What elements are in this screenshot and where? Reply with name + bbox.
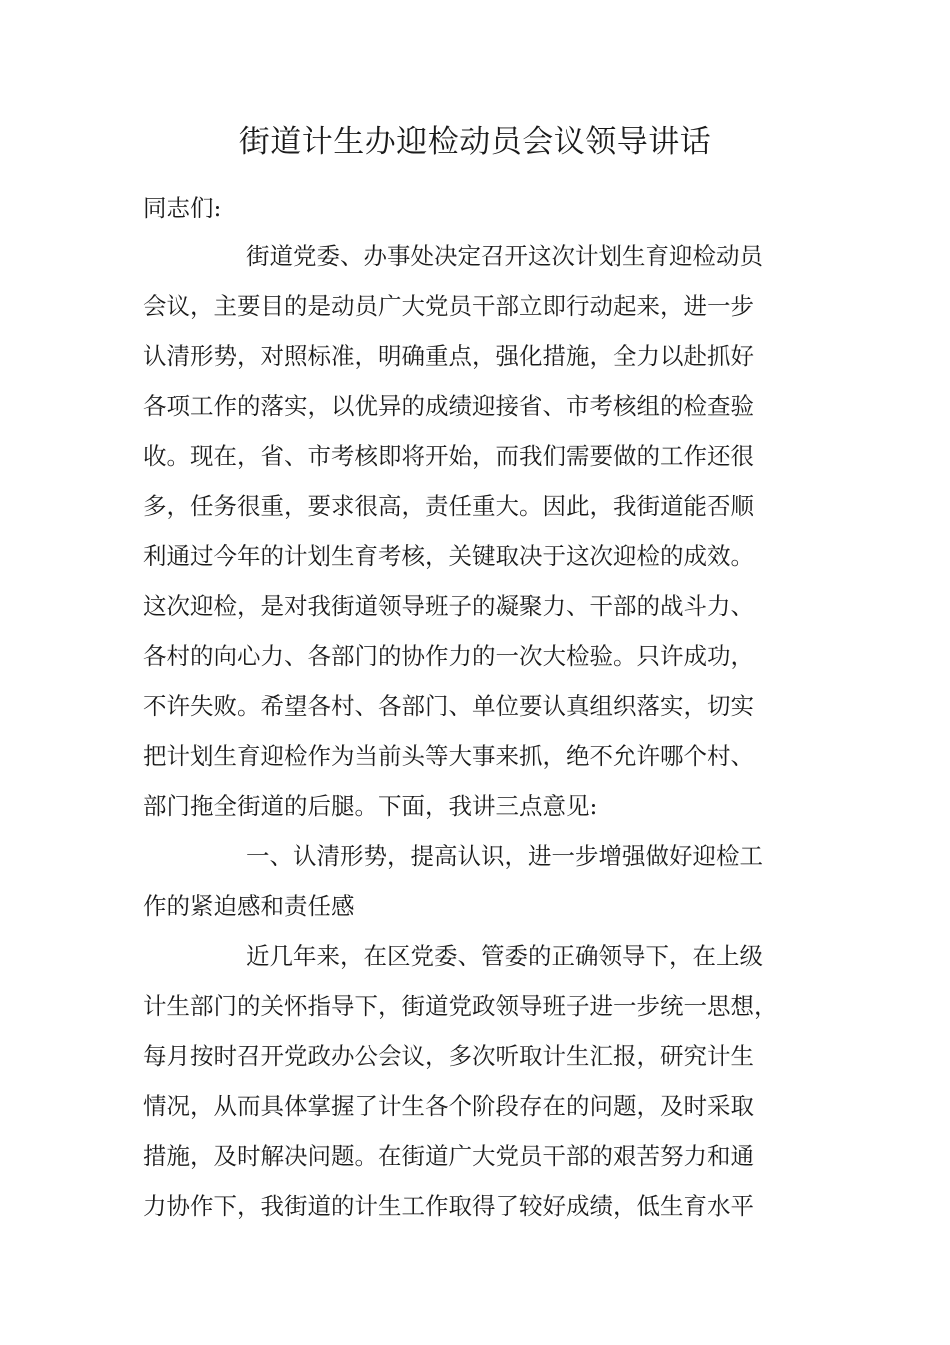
text-line: 情况，从而具体掌握了计生各个阶段存在的问题，及时采取	[143, 1092, 754, 1120]
text-line: 这次迎检，是对我街道领导班子的凝聚力、干部的战斗力、	[143, 592, 754, 620]
text-line: 每月按时召开党政办公会议，多次听取计生汇报，研究计生	[143, 1042, 754, 1070]
text-line: 收。现在，省、市考核即将开始，而我们需要做的工作还很	[143, 442, 754, 470]
text-line: 会议，主要目的是动员广大党员干部立即行动起来，进一步	[143, 292, 754, 320]
section-heading-line: 作的紧迫感和责任感	[143, 892, 355, 920]
document-title: 街道计生办迎检动员会议领导讲话	[238, 124, 712, 160]
text-line: 多，任务很重，要求很高，责任重大。因此，我街道能否顺	[143, 492, 754, 520]
text-line: 部门拖全街道的后腿。下面，我讲三点意见:	[143, 792, 598, 820]
text-line: 计生部门的关怀指导下，街道党政领导班子进一步统一思想，	[143, 992, 778, 1020]
text-line: 各项工作的落实，以优异的成绩迎接省、市考核组的检查验	[143, 392, 754, 420]
text-line: 各村的向心力、各部门的协作力的一次大检验。只许成功，	[143, 642, 754, 670]
text-line: 力协作下，我街道的计生工作取得了较好成绩，低生育水平	[143, 1192, 754, 1220]
section-heading-line: 一、认清形势，提高认识，进一步增强做好迎检工	[246, 842, 763, 870]
salutation: 同志们:	[143, 194, 222, 222]
text-line: 认清形势，对照标准，明确重点，强化措施，全力以赴抓好	[143, 342, 754, 370]
text-line: 把计划生育迎检作为当前头等大事来抓，绝不允许哪个村、	[143, 742, 754, 770]
text-line: 措施，及时解决问题。在街道广大党员干部的艰苦努力和通	[143, 1142, 754, 1170]
text-line: 不许失败。希望各村、各部门、单位要认真组织落实，切实	[143, 692, 754, 720]
text-line: 利通过今年的计划生育考核，关键取决于这次迎检的成效。	[143, 542, 754, 570]
text-line: 近几年来，在区党委、管委的正确领导下，在上级	[246, 942, 763, 970]
text-line: 街道党委、办事处决定召开这次计划生育迎检动员	[246, 242, 763, 270]
